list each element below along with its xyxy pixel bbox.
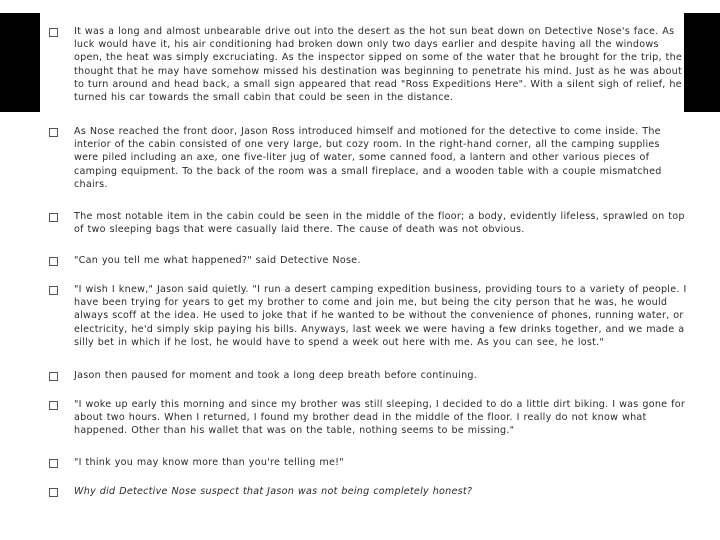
- paragraph: [49, 210, 687, 236]
- right-black-bar: [684, 13, 720, 112]
- paragraph-text: "I wish I knew," Jason said quietly. "I run a desert camping expedition business, providing tours to a variety of people. I have been trying for years to get my brother to come and join me, but being the city person that he was, he would always scoff at the idea. He used to joke that if he wanted to be without the convenience of phones, running water, or electricity, he'd simply skip paying his bills. Anyways, last week we were having a few drinks together, and we made a silly bet in which if he lost, he would have to spend a week out here with me. As you can see, he lost.": [74, 284, 687, 348]
- paragraph: [49, 456, 687, 469]
- square-bullet-icon: [49, 401, 58, 410]
- square-bullet-icon: [49, 257, 58, 266]
- square-bullet-icon: [49, 286, 58, 295]
- paragraph: [49, 125, 687, 191]
- square-bullet-icon: [49, 28, 58, 37]
- paragraph-text: "I think you may know more than you're telling me!": [74, 457, 344, 468]
- paragraph-text: As Nose reached the front door, Jason Ross introduced himself and motioned for the detective to come inside. The interior of the cabin consisted of one very large, but cozy room. In the right-hand corner, all the camping supplies were piled including an axe, one five-liter jug of water, some canned food, a lantern and other various pieces of camping equipment. To the back of the room was a small fireplace, and a wooden table with a couple mismatched chairs.: [74, 126, 662, 190]
- paragraph: [49, 485, 687, 498]
- paragraph-text: It was a long and almost unbearable drive out into the desert as the hot sun beat down on Detective Nose's face. As luck would have it, his air conditioning had broken down only two days earlier and despite having all the windows open, the heat was simply excruciating. As the inspector sipped on some of the water that he brought for the trip, the thought that he may have somehow missed his destination was beginning to penetrate his mind. Just as he was about to turn around and head back, a small sign appeared that read "Ross Expeditions Here". With a silent sigh of relief, he turned his car towards the small cabin that could be seen in the distance.: [74, 26, 683, 104]
- paragraph: [49, 369, 687, 382]
- paragraph: [49, 254, 687, 267]
- square-bullet-icon: [49, 128, 58, 137]
- paragraph-text: "I woke up early this morning and since my brother was still sleeping, I decided to do a little dirt biking. I was gone for about two hours. When I returned, I found my brother dead in the middle of the floor. I really do not know what happened. Other than his wallet that was on the table, nothing seems to be missing.": [74, 399, 686, 437]
- paragraph: [49, 25, 687, 104]
- paragraph: [49, 283, 687, 349]
- paragraph-text: The most notable item in the cabin could be seen in the middle of the floor; a body, evidently lifeless, sprawled on top of two sleeping bags that were casually laid there. The cause of death was not obvious.: [74, 211, 685, 236]
- question-text: Why did Detective Nose suspect that Jason was not being completely honest?: [74, 486, 473, 497]
- left-black-bar: [0, 13, 40, 112]
- paragraph-text: "Can you tell me what happened?" said Detective Nose.: [74, 255, 361, 266]
- square-bullet-icon: [49, 459, 58, 468]
- square-bullet-icon: [49, 213, 58, 222]
- square-bullet-icon: [49, 372, 58, 381]
- square-bullet-icon: [49, 488, 58, 497]
- paragraph: [49, 398, 687, 438]
- paragraph-text: Jason then paused for moment and took a long deep breath before continuing.: [74, 370, 478, 381]
